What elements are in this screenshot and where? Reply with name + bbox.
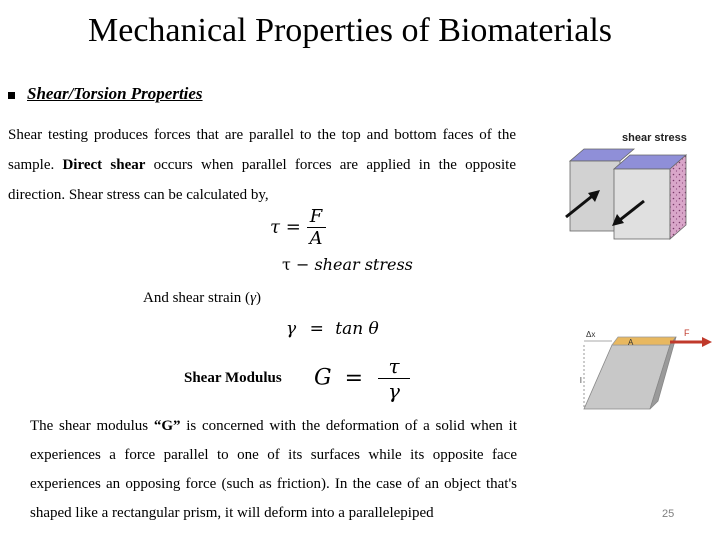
parallelogram-top: [612, 337, 676, 345]
eq-numerator: F: [309, 206, 323, 227]
strain-gamma: γ: [286, 319, 297, 339]
back-block-top-face: [570, 149, 634, 161]
modulus-text-bold: “G”: [153, 418, 181, 434]
front-block-side-face: [670, 155, 686, 239]
force-arrow-head: [702, 337, 712, 347]
intro-paragraph: [8, 120, 516, 210]
strain-label-text: And shear strain (: [143, 290, 251, 306]
shear-modulus-equation: [314, 354, 410, 403]
bullet-heading: [8, 84, 203, 104]
slide-title: Mechanical Properties of Biomaterials: [88, 12, 612, 49]
bullet-heading-text: Shear/Torsion Properties: [27, 84, 203, 103]
def-text: shear stress: [314, 255, 413, 274]
length-label: l: [580, 376, 582, 385]
shear-stress-figure: [558, 125, 698, 245]
shear-stress-equation: [270, 206, 326, 249]
eq-denominator: A: [307, 227, 326, 249]
eq-fraction: [307, 206, 326, 249]
shear-strain-figure: [570, 325, 715, 420]
area-label: A: [628, 338, 634, 347]
strain-close: ): [255, 290, 261, 306]
strain-equals: =: [309, 319, 324, 339]
shear-strain-label: [143, 290, 261, 307]
modulus-equals: =: [344, 365, 364, 391]
modulus-text-1: The shear modulus: [30, 418, 154, 434]
shear-modulus-label: Shear Modulus: [184, 370, 282, 386]
intro-bold: Direct shear: [62, 157, 146, 173]
def-tau: τ: [282, 255, 291, 274]
shear-strain-equation: [286, 319, 379, 339]
def-dash: −: [295, 255, 310, 274]
shear-stress-figure-label: shear stress: [622, 132, 687, 144]
modulus-numerator: τ: [388, 354, 400, 378]
modulus-G: G: [314, 365, 332, 391]
square-bullet-icon: [8, 92, 15, 99]
shear-stress-definition: [282, 255, 413, 274]
modulus-paragraph: [30, 412, 517, 528]
dx-label: Δx: [586, 330, 596, 339]
eq-equals: =: [285, 216, 301, 238]
intro-text-1: Shear testing produces forces that are parallel to the top and bottom faces of the sample.: [8, 127, 516, 173]
modulus-text-2: is concerned with the deformation of a solid when it experiences a force parallel to one of its surfaces while its opposite face experiences an opposing force (such as friction). In the case of an object that's shaped like a rectangular prism, it will deform into a parallelepiped: [30, 418, 517, 521]
eq-tau: τ: [270, 216, 280, 238]
page-number: 25: [662, 508, 675, 520]
strain-symbol: γ: [250, 290, 256, 306]
modulus-fraction: [378, 354, 410, 403]
force-label: F: [684, 328, 690, 338]
strain-rhs: tan θ: [335, 319, 379, 339]
modulus-denominator: γ: [378, 378, 410, 403]
intro-text-2: occurs when parallel forces are applied in the opposite direction. Shear stress can be calculated by,: [8, 157, 516, 203]
